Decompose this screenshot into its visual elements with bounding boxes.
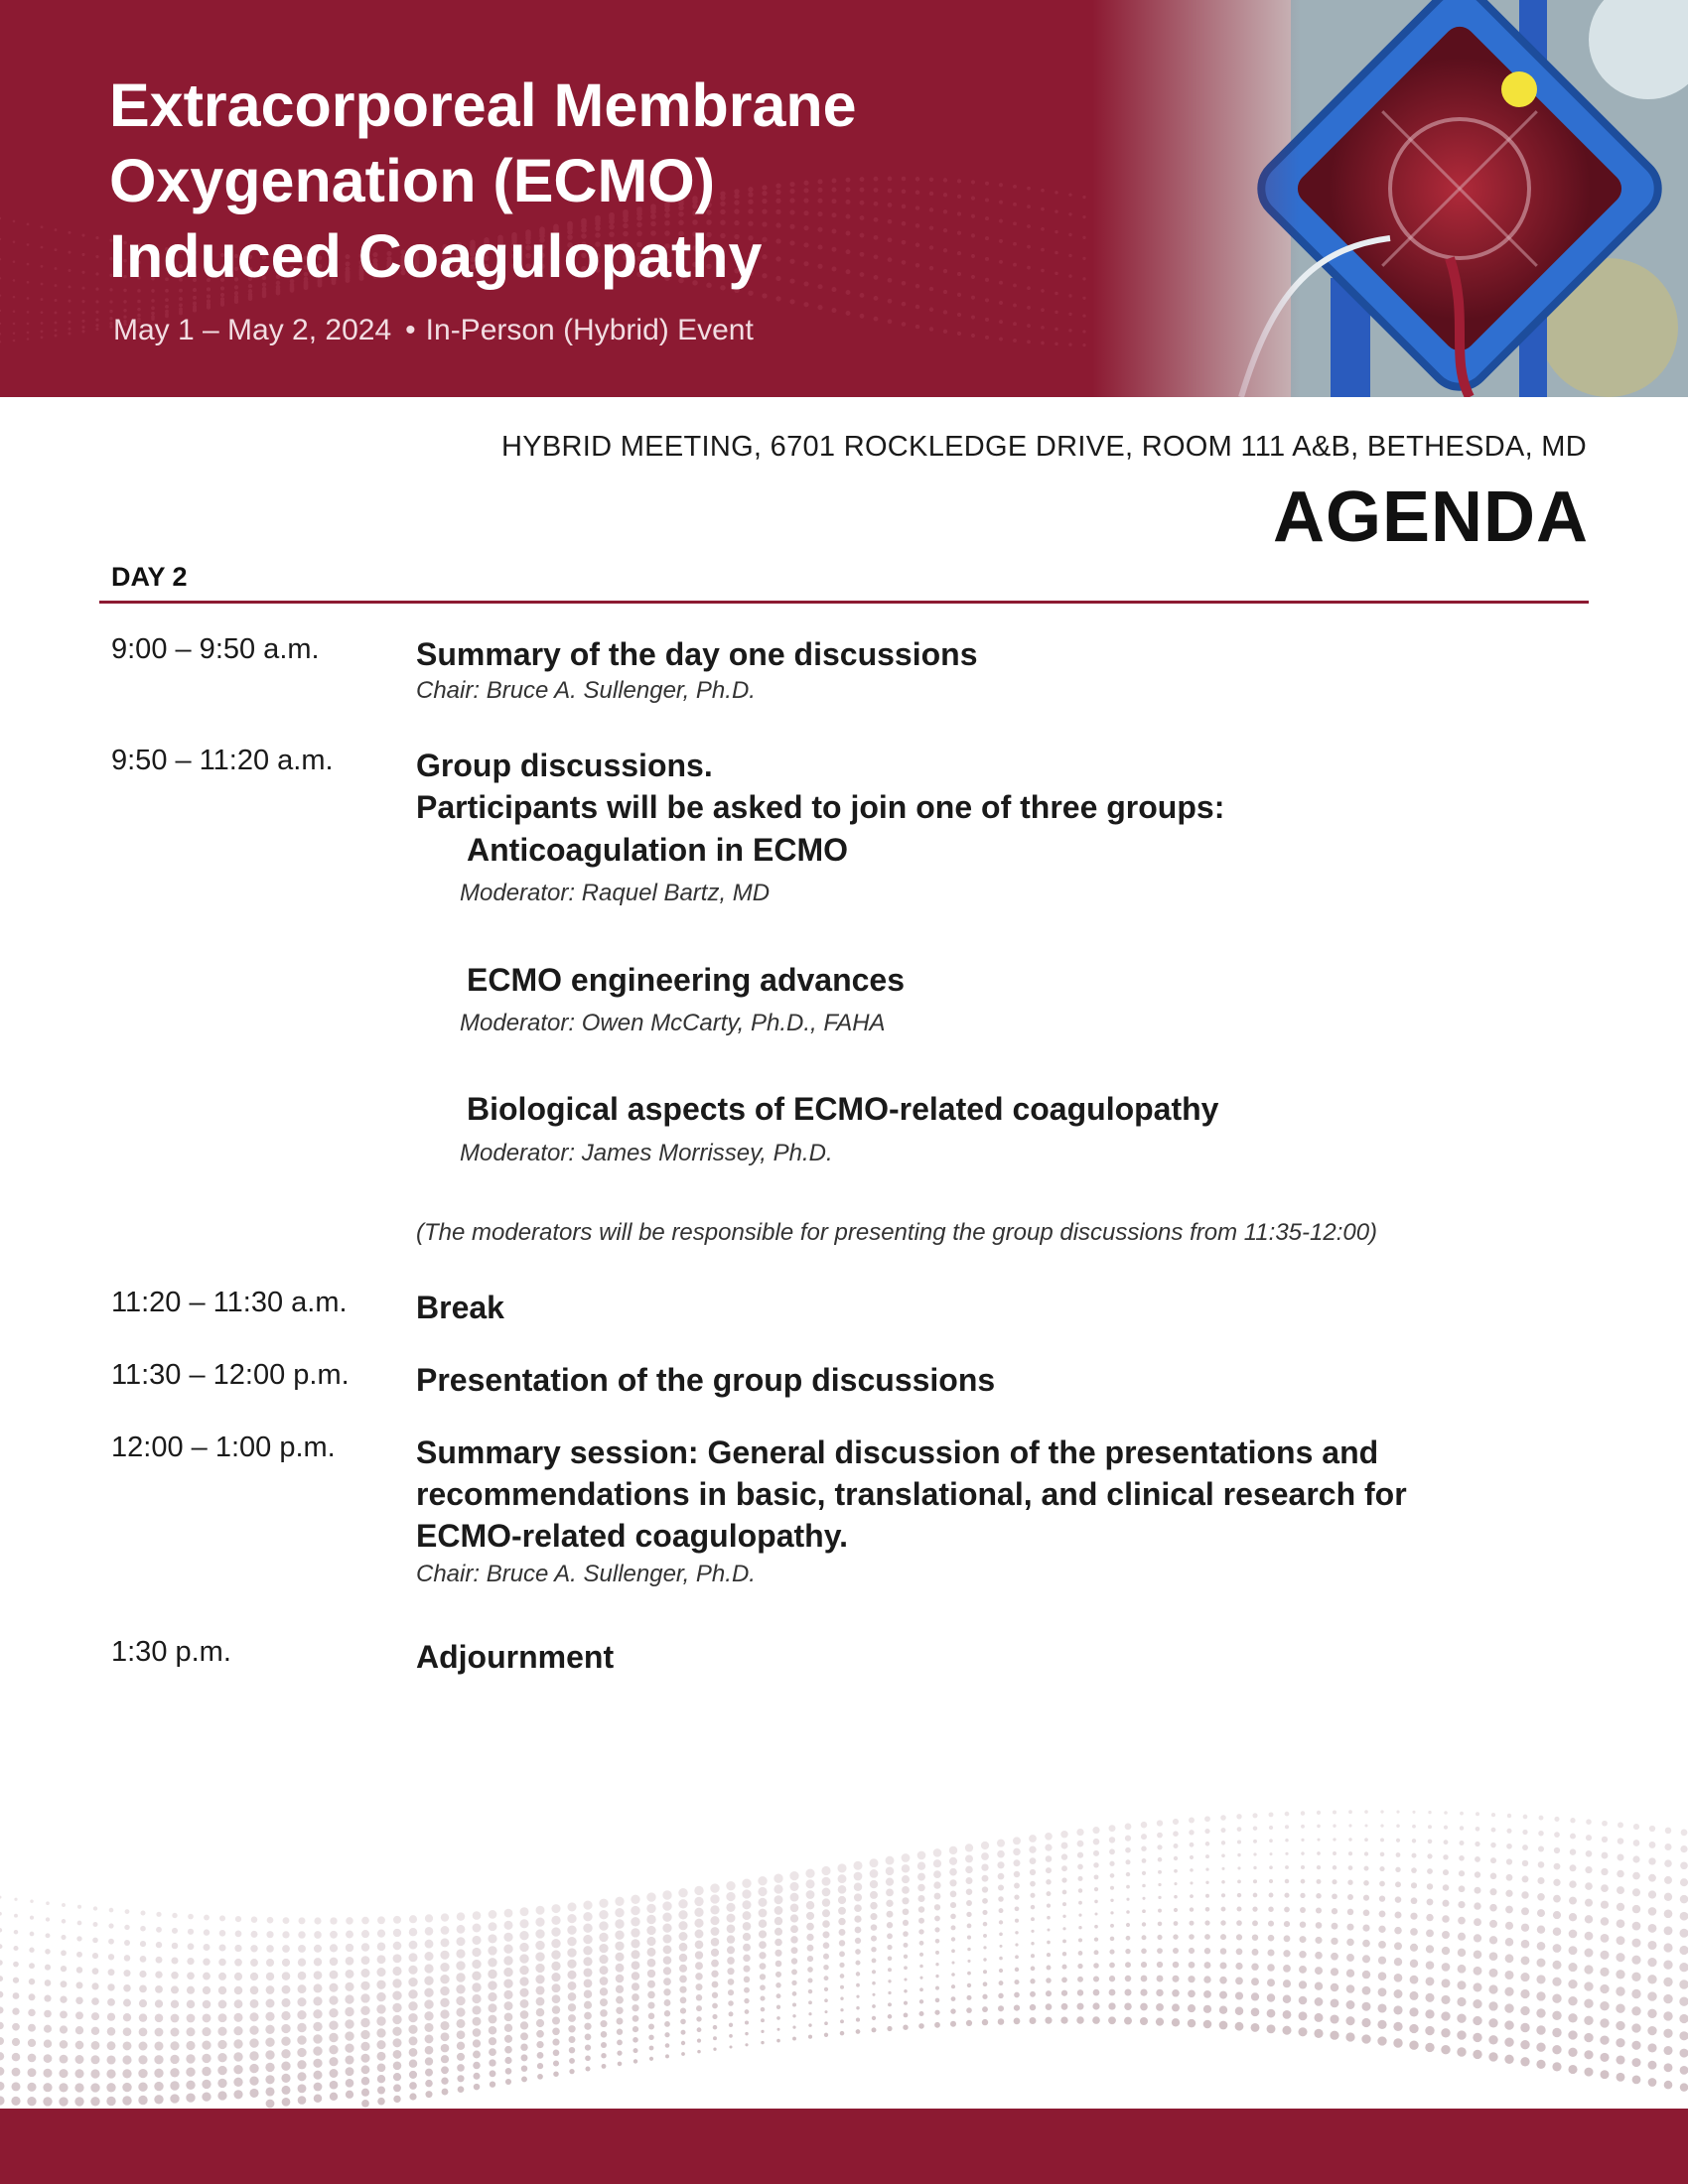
agenda-time: 12:00 – 1:00 p.m.	[111, 1432, 336, 1463]
event-subtitle	[113, 314, 754, 347]
bullet-separator: •	[405, 314, 416, 346]
agenda-time: 11:30 – 12:00 p.m.	[111, 1359, 350, 1391]
event-dates: May 1 – May 2, 2024	[113, 314, 392, 346]
agenda-time: 9:00 – 9:50 a.m.	[111, 633, 320, 665]
agenda-title: Adjournment	[416, 1639, 615, 1675]
agenda-time: 1:30 p.m.	[111, 1636, 231, 1668]
event-title	[109, 68, 1003, 294]
agenda-title-line-1: Summary session: General discussion of the presentations and	[416, 1434, 1379, 1470]
agenda-heading: AGENDA	[1272, 478, 1589, 557]
event-type: In-Person (Hybrid) Event	[425, 314, 754, 346]
event-title-line-3: Induced Coagulopathy	[109, 222, 763, 290]
event-title-line-2: Oxygenation (ECMO)	[109, 147, 716, 214]
agenda-time: 11:20 – 11:30 a.m.	[111, 1287, 348, 1318]
group-discussion-note: (The moderators will be responsible for presenting the group discussions from 11:35-12:00)	[416, 1219, 1378, 1246]
venue-address: HYBRID MEETING, 6701 ROCKLEDGE DRIVE, ROOM 111 A&B, BETHESDA, MD	[500, 431, 1587, 463]
footer-wave-pattern	[0, 1807, 1688, 2109]
group-moderator-biological: Moderator: James Morrissey, Ph.D.	[460, 1140, 833, 1166]
day-label: DAY 2	[111, 562, 188, 592]
agenda-title-line-3: ECMO-related coagulopathy.	[416, 1518, 849, 1554]
agenda-time: 9:50 – 11:20 a.m.	[111, 745, 334, 776]
ecmo-device-photo	[1092, 0, 1688, 397]
group-moderator-engineering: Moderator: Owen McCarty, Ph.D., FAHA	[460, 1010, 886, 1036]
agenda-title-line-2: Participants will be asked to join one of three groups:	[416, 789, 1225, 825]
agenda-title: Summary of the day one discussions	[416, 636, 978, 672]
agenda-chair: Chair: Bruce A. Sullenger, Ph.D.	[416, 677, 756, 704]
agenda-title: Presentation of the group discussions	[416, 1362, 996, 1398]
header-banner	[0, 0, 1688, 397]
agenda-title	[416, 745, 1538, 828]
agenda-title	[416, 1432, 1538, 1557]
agenda-chair: Chair: Bruce A. Sullenger, Ph.D.	[416, 1561, 756, 1587]
agenda-title: Break	[416, 1290, 504, 1325]
agenda-title-line-1: Group discussions.	[416, 748, 713, 783]
group-title-anticoagulation: Anticoagulation in ECMO	[467, 832, 848, 868]
group-title-engineering: ECMO engineering advances	[467, 962, 906, 998]
event-title-line-1: Extracorporeal Membrane	[109, 71, 857, 139]
section-divider	[99, 601, 1589, 604]
group-title-biological: Biological aspects of ECMO-related coagulopathy	[467, 1091, 1219, 1127]
footer-band	[0, 2109, 1688, 2184]
agenda-title-line-2: recommendations in basic, translational, and clinical research for	[416, 1476, 1407, 1512]
group-moderator-anticoagulation: Moderator: Raquel Bartz, MD	[460, 880, 771, 906]
